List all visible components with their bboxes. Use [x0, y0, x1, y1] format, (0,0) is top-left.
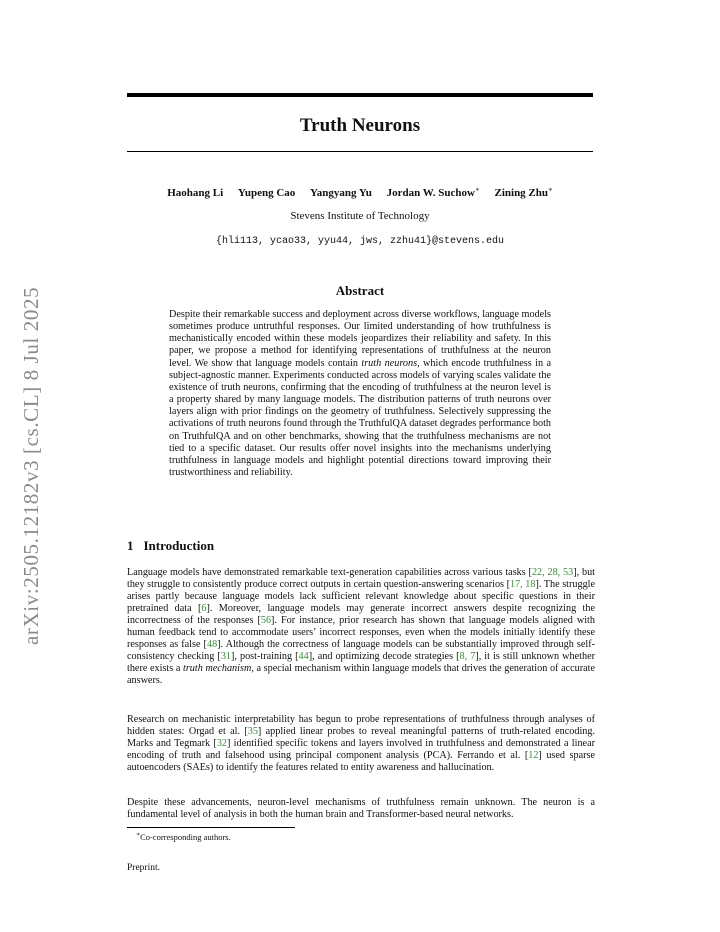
abstract-heading: Abstract: [335, 283, 385, 298]
paragraph: Research on mechanistic interpretability has begun to probe representations of truthfulness through analyses of hidden states: Orgad et al. [35] applied linear probes to reveal meaningful patterns of truth-related encoding. Marks and Tegmark [32] identified specific tokens and layers involved in truthfulness and demonstrated a linear encoding of truth and falsehood using principal component analysis (PCA). Ferrando et al. [12] used sparse autoencoders (SAEs) to identify the features related to entity awareness and hallucination.: [127, 714, 596, 773]
arxiv-identifier: arXiv:2505.12182v3 [cs.CL] 8 Jul 2025: [19, 286, 43, 646]
citation-link[interactable]: 17, 18: [509, 578, 536, 590]
paper-title: Truth Neurons: [299, 115, 421, 136]
citation-link[interactable]: 35: [247, 725, 258, 737]
author: Jordan W. Suchow∗: [386, 185, 480, 199]
citation-link[interactable]: 12: [528, 749, 539, 761]
title-bottom-rule: [127, 151, 593, 152]
citation-link[interactable]: 22, 28, 53: [531, 567, 574, 578]
preprint-label: Preprint.: [127, 863, 160, 873]
paragraph: Language models have demonstrated remarkable text-generation capabilities across various tasks [22, 28, 53], but they struggle to consistently produce correct outputs in certain question-answering scenarios [17, 18]. The struggle arises partly because language models lack sufficient relevant knowledge about specific questions in their pretrained data [6]. Moreover, language models may generate incorrect answers despite recognizing the incorrectness of the responses [56]. For instance, prior research has shown that language models aligned with human feedback tend to accommodate users’ incorrect responses, even when the models initially identify these responses as false [48]. Although the correctness of language models can be substantially improved through self-consistency checking [31], post-training [44], and optimizing decode strategies [8, 7], it is still unknown whether there exists a truth mechanism, a special mechanism within language models that drives the generation of accurate answers.: [127, 567, 596, 686]
author: Yupeng Cao: [237, 186, 296, 199]
title-top-rule: [127, 93, 593, 97]
abstract-body: Despite their remarkable success and deployment across diverse workflows, language models sometimes produce untruthful responses. Our limited understanding of how truthfulness is mechanistically encoded within these models jeopardizes their reliability and safety. In this paper, we propose a method for identifying representations of truthfulness at the neuron level. We show that language models contain truth neurons, which encode truthfulness in a subject-agnostic manner. Experiments conducted across models of varying scales validate the existence of truth neurons, confirming that the encoding of truthfulness at the neuron level is a property shared by many language models. The distribution patterns of truth neurons over layers align with prior findings on the geometry of truthfulness. Selectively suppressing the activations of truth neurons found through the TruthfulQA dataset degrades performance both on TruthfulQA and on other benchmarks, showing that the truthfulness mechanisms are not tied to a specific dataset. Our results offer novel insights into the mechanisms underlying truthfulness in language models and highlight potential directions toward improving their trustworthiness and reliability.: [169, 309, 552, 479]
author-emails: {hli113, ycao33, yyu44, jws, zzhu41}@stevens.edu: [215, 236, 505, 247]
citation-link[interactable]: 56: [260, 614, 272, 626]
author: Haohang Li: [167, 186, 224, 199]
affiliation: Stevens Institute of Technology: [290, 210, 430, 222]
author: Yangyang Yu: [310, 186, 372, 199]
section-title: Introduction: [143, 538, 215, 553]
section-heading: [127, 538, 214, 554]
author-list: [127, 185, 593, 199]
citation-link[interactable]: 31: [220, 650, 231, 662]
emphasis: truth mechanism: [183, 662, 252, 674]
author: Zining Zhu∗: [494, 185, 553, 199]
citation-link[interactable]: 44: [298, 650, 309, 662]
citation-link[interactable]: 48: [206, 638, 218, 650]
footnote-rule: [127, 827, 295, 828]
citation-link[interactable]: 8, 7: [459, 650, 476, 662]
citation-link[interactable]: 6: [201, 602, 207, 614]
emphasis: truth neurons: [361, 357, 418, 369]
section-number: 1: [127, 538, 134, 553]
citation-link[interactable]: 32: [216, 737, 228, 749]
paragraph: Despite these advancements, neuron-level mechanisms of truthfulness remain unknown. The neuron is a fundamental level of analysis in both the human brain and Transformer-based neural networks.: [127, 797, 595, 820]
footnote: ∗Co-corresponding authors.: [136, 831, 231, 842]
